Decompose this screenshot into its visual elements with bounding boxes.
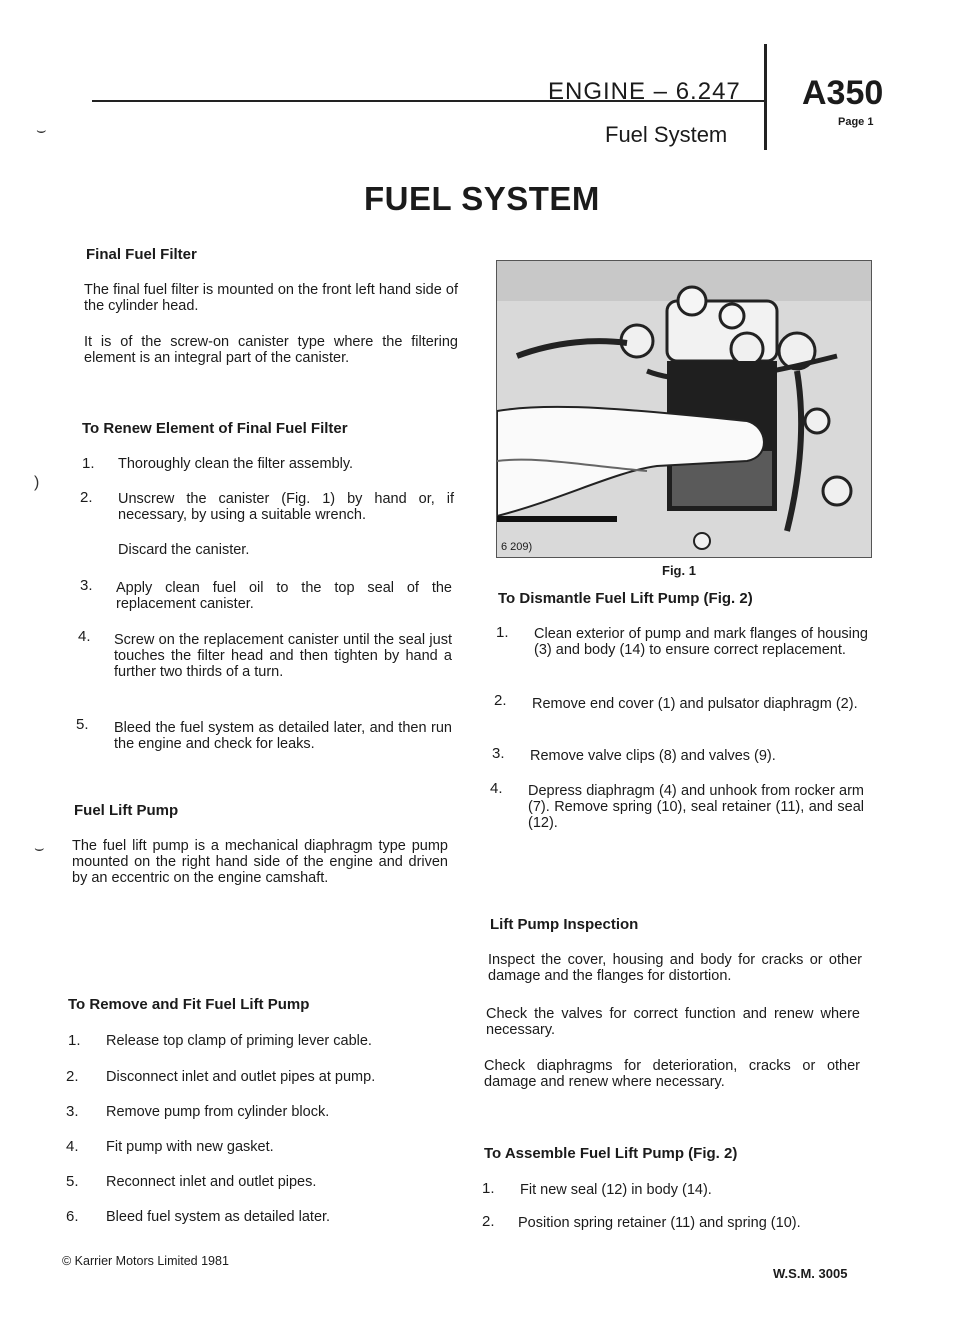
footer-copyright: © Karrier Motors Limited 1981 [62,1254,229,1268]
heading-final-filter: Final Fuel Filter [86,246,197,263]
margin-mark: ) [34,474,40,491]
step-number: 2. [80,489,93,506]
step-number: 3. [492,745,505,762]
step-text: Fit pump with new gasket. [106,1139,274,1155]
step-text: Release top clamp of priming lever cable. [106,1033,372,1049]
step-number: 2. [494,692,507,709]
step-text: Depress diaphragm (4) and unhook from rocker arm (7). Remove spring (10), seal retainer (11), and seal (12). [528,783,864,831]
step-number: 1. [68,1032,81,1049]
step-number: 5. [76,716,89,733]
step-number: 2. [482,1213,495,1230]
header-page: Page 1 [838,116,874,128]
step-number: 4. [490,780,503,797]
paragraph: It is of the screw-on canister type where the filtering element is an integral part of the canister. [84,334,458,366]
step-text: Position spring retainer (11) and spring (10). [518,1215,801,1231]
footer-ref: W.S.M. 3005 [773,1266,848,1281]
step-text: Screw on the replacement canister until the seal just touches the filter head and then tighten by hand a further two thirds of a turn. [114,632,452,680]
paragraph: Inspect the cover, housing and body for cracks or other damage and the flanges for distortion. [488,952,862,984]
step-text: Bleed the fuel system as detailed later, and then run the engine and check for leaks. [114,720,452,752]
step-text: Fit new seal (12) in body (14). [520,1182,712,1198]
heading-lift-pump: Fuel Lift Pump [74,802,179,819]
step-text: Remove pump from cylinder block. [106,1104,330,1120]
page-title: FUEL SYSTEM [364,180,600,217]
heading-dismantle: To Dismantle Fuel Lift Pump (Fig. 2) [498,590,753,607]
step-text: Disconnect inlet and outlet pipes at pump. [106,1069,376,1085]
figure-fuel-filter-photo [496,260,872,558]
step-number: 5. [66,1173,79,1190]
header-divider [764,44,767,150]
step-number: 6. [66,1208,79,1225]
step-text: Remove valve clips (8) and valves (9). [530,748,776,764]
step-number: 4. [66,1138,79,1155]
step-number: 1. [82,455,95,472]
margin-mark: ⌣ [34,840,45,857]
heading-assemble: To Assemble Fuel Lift Pump (Fig. 2) [484,1145,738,1162]
heading-renew-element: To Renew Element of Final Fuel Filter [82,420,348,437]
step-number: 1. [482,1180,495,1197]
step-text: Reconnect inlet and outlet pipes. [106,1174,317,1190]
step-text: Discard the canister. [118,542,250,558]
step-number: 2. [66,1068,79,1085]
header-engine: ENGINE – 6.247 [548,78,741,105]
step-text: Bleed fuel system as detailed later. [106,1209,331,1225]
step-number: 1. [496,624,509,641]
fuel-filter-illustration [497,261,871,557]
heading-remove-fit: To Remove and Fit Fuel Lift Pump [68,996,310,1013]
step-text: Thoroughly clean the filter assembly. [118,456,354,472]
step-text: Unscrew the canister (Fig. 1) by hand or, if necessary, by using a suitable wrench. [118,491,454,523]
header-code: A350 [802,74,884,112]
margin-mark: ⌣ [36,122,47,139]
step-number: 3. [66,1103,79,1120]
paragraph: Check diaphragms for deterioration, cracks or other damage and renew where necessary. [484,1058,860,1090]
figure-label: 6 209) [501,541,533,553]
step-text: Clean exterior of pump and mark flanges of housing (3) and body (14) to ensure correct replacement. [534,626,868,658]
heading-inspection: Lift Pump Inspection [490,916,639,933]
paragraph: Check the valves for correct function and renew where necessary. [486,1006,860,1038]
paragraph: The fuel lift pump is a mechanical diaphragm type pump mounted on the right hand side of the engine and driven by an eccentric on the engine camshaft. [72,838,448,886]
step-number: 4. [78,628,91,645]
step-number: 3. [80,577,93,594]
header-section: Fuel System [605,122,728,147]
figure-caption: Fig. 1 [662,563,696,578]
step-text: Apply clean fuel oil to the top seal of the replacement canister. [116,580,452,612]
step-text: Remove end cover (1) and pulsator diaphragm (2). [532,696,858,712]
paragraph: The final fuel filter is mounted on the front left hand side of the cylinder head. [84,282,458,314]
